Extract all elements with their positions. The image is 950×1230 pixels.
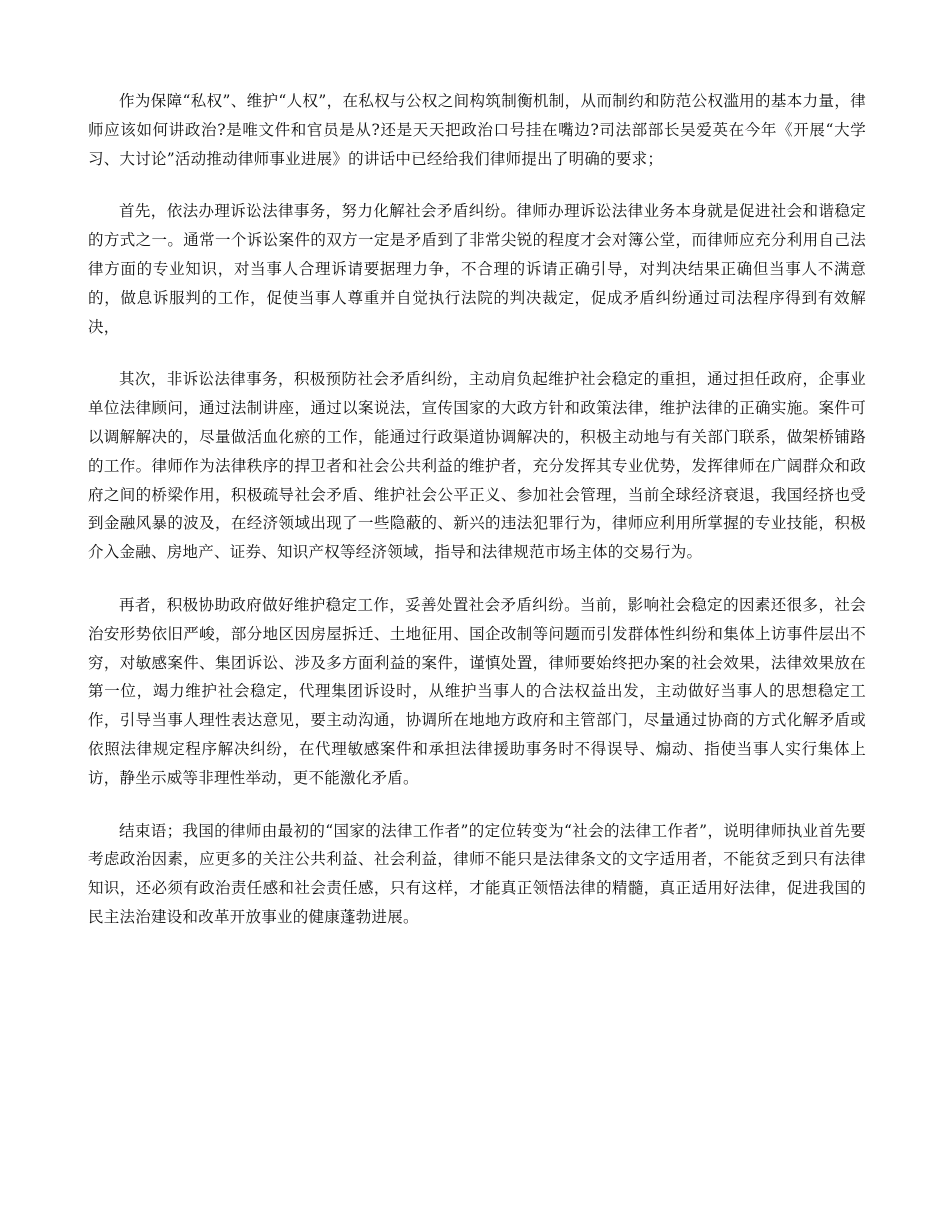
paragraph-first: 首先，依法办理诉讼法律事务，努力化解社会矛盾纠纷。律师办理诉讼法律业务本身就是促进社会和谐稳定的方式之一。通常一个诉讼案件的双方一定是矛盾到了非常尖锐的程度才会对簿公堂，而律师应充分利用自己法律方面的专业知识，对当事人合理诉请要据理力争，不合理的诉请正确引导，对判决结果正确但当事人不满意的，做息诉服判的工作，促使当事人尊重并自觉执行法院的判决裁定，促成矛盾纠纷通过司法程序得到有效解决， bbox=[88, 202, 866, 336]
paragraph-conclusion: 结束语；我国的律师由最初的“国家的法律工作者”的定位转变为“社会的法律工作者”，说明律师执业首先要考虑政治因素，应更多的关注公共利益、社会利益，律师不能只是法律条文的文字适用者，不能贫乏到只有法律知识，还必须有政治责任感和社会责任感，只有这样，才能真正领悟法律的精髓，真正适用好法律，促进我国的民主法治建设和改革开放事业的健康蓬勃进展。 bbox=[88, 821, 866, 926]
paragraph-third: 再者，积极协助政府做好维护稳定工作，妥善处置社会矛盾纠纷。当前，影响社会稳定的因素还很多，社会治安形势依旧严峻，部分地区因房屋拆迁、土地征用、国企改制等问题而引发群体性纠纷和集体上访事件层出不穷，对敏感案件、集团诉讼、涉及多方面利益的案件，谨慎处置，律师要始终把办案的社会效果，法律效果放在第一位，竭力维护社会稳定，代理集团诉设时，从维护当事人的合法权益出发，主动做好当事人的思想稳定工作，引导当事人理性表达意见，要主动沟通，协调所在地地方政府和主管部门，尽量通过协商的方式化解矛盾或依照法律规定程序解决纠纷，在代理敏感案件和承担法律援助事务时不得误导、煽动、指使当事人实行集体上访，静坐示威等非理性举动，更不能激化矛盾。 bbox=[88, 595, 866, 787]
document-body bbox=[88, 87, 866, 956]
paragraph-intro: 作为保障“私权”、维护“人权”，在私权与公权之间构筑制衡机制，从而制约和防范公权滥用的基本力量，律师应该如何讲政治?是唯文件和官员是从?还是天天把政治口号挂在嘴边?司法部部长吴爱英在今年《开展“大学习、大讨论”活动推动律师事业进展》的讲话中已经给我们律师提出了明确的要求； bbox=[88, 92, 866, 168]
paragraph-second: 其次，非诉讼法律事务，积极预防社会矛盾纠纷，主动肩负起维护社会稳定的重担，通过担任政府，企事业单位法律顾问，通过法制讲座，通过以案说法，宣传国家的大政方针和政策法律，维护法律的正确实施。案件可以调解解决的，尽量做活血化瘀的工作，能通过行政渠道协调解决的，积极主动地与有关部门联系，做架桥铺路的工作。律师作为法律秩序的捍卫者和社会公共利益的维护者，充分发挥其专业优势，发挥律师在广阔群众和政府之间的桥梁作用，积极疏导社会矛盾、维护社会公平正义、参加社会管理，当前全球经济衰退，我国经挤也受到金融风暴的波及，在经济领域出现了一些隐蔽的、新兴的违法犯罪行为，律师应利用所掌握的专业技能，积极介入金融、房地产、证券、知识产权等经济领域，指导和法律规范市场主体的交易行为。 bbox=[88, 370, 866, 562]
